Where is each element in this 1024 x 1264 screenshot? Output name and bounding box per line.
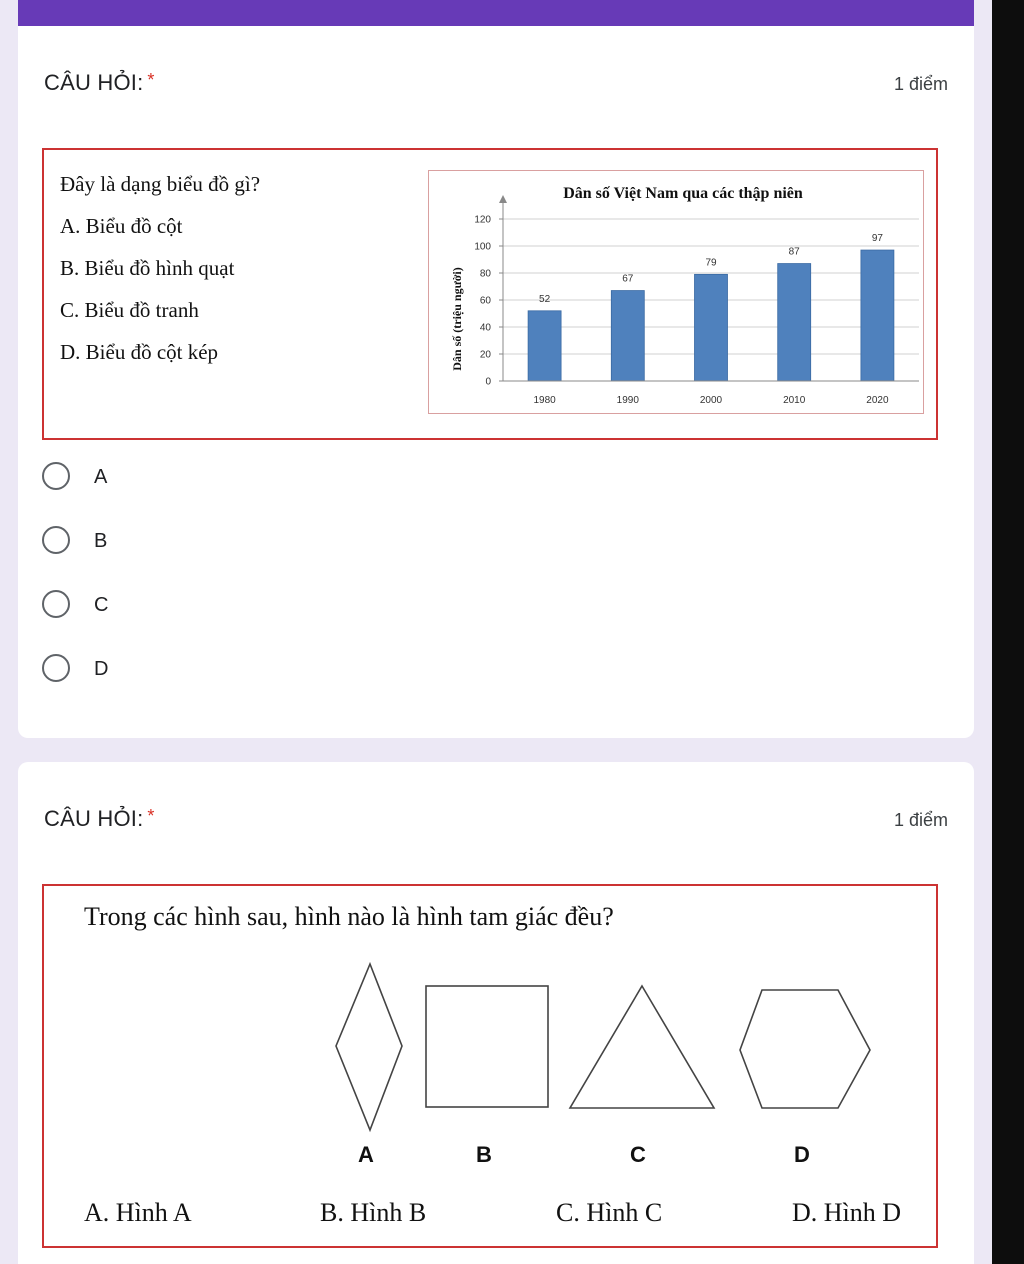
question-card-2 <box>18 762 974 1264</box>
question-header <box>44 806 948 836</box>
option-text-c: C. Hình C <box>556 1198 663 1227</box>
question-prompt: Trong các hình sau, hình nào là hình tam giác đều? <box>84 902 614 931</box>
option-text-a: A. Biểu đồ cột <box>60 214 183 238</box>
radio-button-d[interactable] <box>42 654 70 682</box>
y-tick-label: 100 <box>474 241 491 253</box>
shape-label-a: A <box>358 1142 374 1167</box>
y-tick-label: 40 <box>479 322 491 334</box>
required-mark: * <box>147 806 155 826</box>
bar-1980 <box>528 311 561 381</box>
y-axis-arrow <box>499 195 507 203</box>
question-points: 1 điểm <box>893 810 948 830</box>
question-card-1 <box>18 0 974 738</box>
form-header-bar <box>18 0 974 26</box>
x-tick-label-2020: 2020 <box>866 395 889 406</box>
option-text-b: B. Biểu đồ hình quạt <box>60 256 235 280</box>
x-tick-label-2000: 2000 <box>699 395 723 406</box>
shape-label-b: B <box>476 1142 492 1167</box>
required-mark: * <box>147 70 155 90</box>
data-label-1980: 52 <box>539 293 551 305</box>
question-prompt: Đây là dạng biểu đồ gì? <box>60 172 261 196</box>
data-label-1990: 67 <box>622 273 634 285</box>
option-text-a: A. Hình A <box>84 1198 192 1227</box>
bar-2010 <box>778 264 811 381</box>
radio-button-b[interactable] <box>42 526 70 554</box>
question-image-box <box>42 884 938 1248</box>
hexagon-shape <box>740 990 870 1108</box>
chart-bars <box>528 250 894 381</box>
option-text-b: B. Hình B <box>320 1198 427 1227</box>
choice-label-b: B <box>94 530 108 552</box>
question-points: 1 điểm <box>893 74 948 94</box>
chart-title: Dân số Việt Nam qua các thập niên <box>563 185 803 202</box>
question-image-box <box>42 148 938 440</box>
choice-label-a: A <box>94 466 108 488</box>
question-title: CÂU HỎI: * <box>44 806 155 831</box>
data-label-2010: 87 <box>788 246 800 258</box>
x-tick-label-2010: 2010 <box>783 395 806 406</box>
x-tick-label-1980: 1980 <box>533 395 556 406</box>
square-shape <box>426 986 548 1107</box>
population-chart <box>428 170 924 414</box>
y-tick-label: 20 <box>479 349 491 361</box>
y-tick-label: 120 <box>474 214 491 226</box>
shape-label-d: D <box>794 1142 810 1167</box>
rhombus-shape <box>336 964 402 1130</box>
window-edge <box>992 0 1024 1264</box>
bar-1990 <box>611 291 644 381</box>
bar-2000 <box>695 274 728 381</box>
data-label-2020: 97 <box>871 233 883 245</box>
shape-label-c: C <box>630 1142 646 1167</box>
radio-button-a[interactable] <box>42 462 70 490</box>
chart-ylabel: Dân số (triệu người) <box>450 267 464 371</box>
triangle-shape <box>570 986 714 1108</box>
option-text-d: D. Hình D <box>792 1198 902 1227</box>
x-tick-label-1990: 1990 <box>616 395 639 406</box>
question-header <box>44 70 948 100</box>
y-tick-label: 80 <box>479 268 491 280</box>
choice-label-c: C <box>94 594 109 616</box>
chart-svg <box>429 171 923 413</box>
radio-button-c[interactable] <box>42 590 70 618</box>
data-label-2000: 79 <box>705 257 717 269</box>
y-tick-label: 60 <box>479 295 491 307</box>
shapes-figure <box>44 886 936 1246</box>
choice-label-d: D <box>94 658 109 680</box>
bar-2020 <box>861 250 894 381</box>
option-text-c: C. Biểu đồ tranh <box>60 298 199 322</box>
option-text-d: D. Biểu đồ cột kép <box>60 340 219 364</box>
y-tick-label: 0 <box>485 376 491 388</box>
question-title: CÂU HỎI: * <box>44 70 155 95</box>
